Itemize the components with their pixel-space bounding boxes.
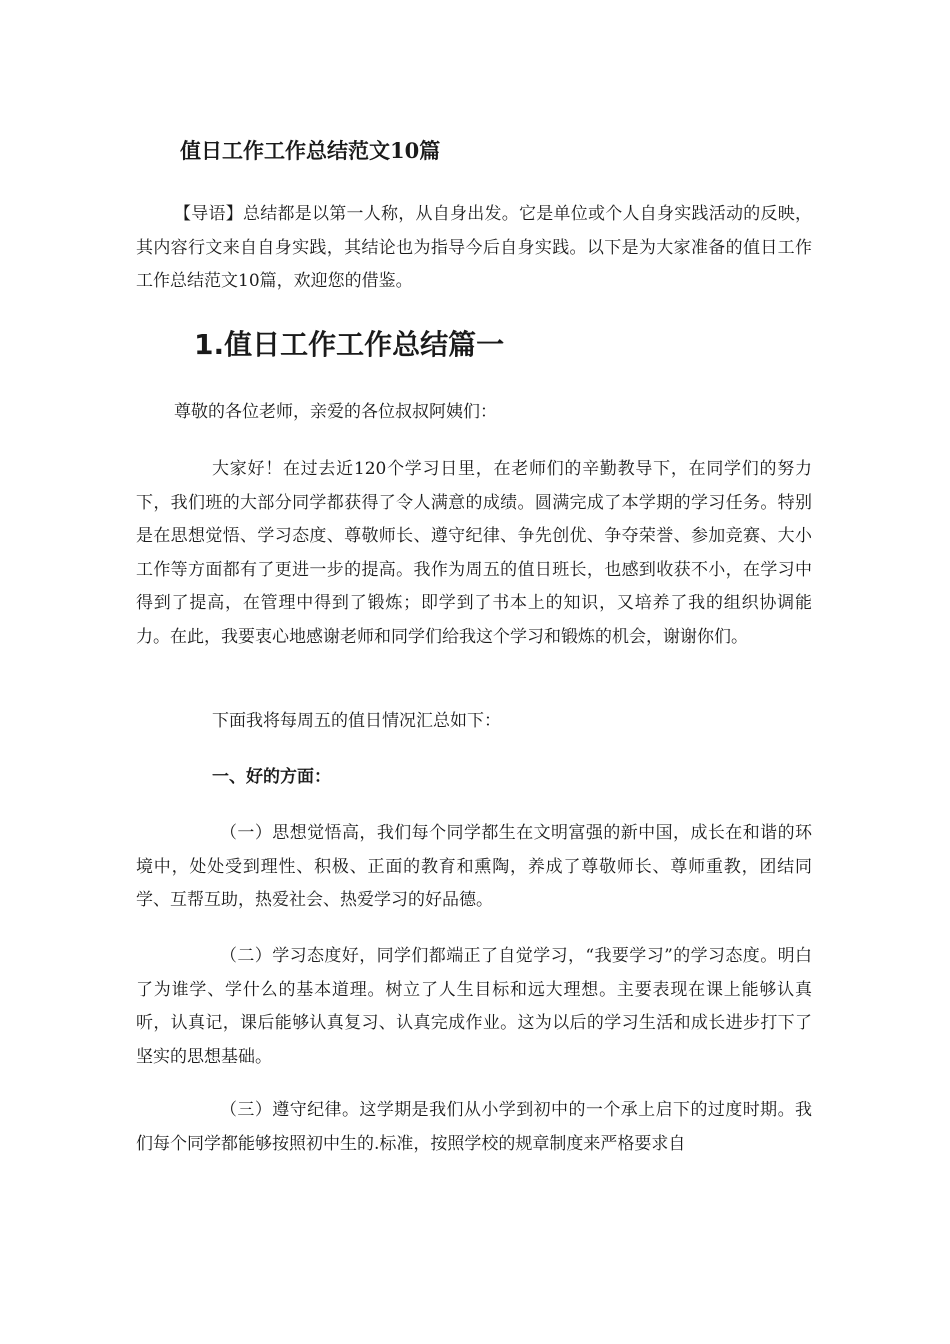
document-title: 值日工作工作总结范文10篇 [180, 138, 441, 163]
section-heading: 1.值日工作工作总结篇一 [194, 328, 505, 361]
body-paragraph-1: 大家好！在过去近120个学习日里，在老师们的辛勤教导下，在同学们的努力下，我们班的大部分同学都获得了令人满意的成绩。圆满完成了本学期的学习任务。特别是在思想觉悟、学习态度、尊敬师长、遵守纪律、争先创优、争夺荣誉、参加竞赛、大小工作等方面都有了更进一步的提高。我作为周五的值日班长，也感到收获不小，在学习中得到了提高，在管理中得到了锻炼；即学到了书本上的知识，又培养了我的组织协调能力。在此，我要衷心地感谢老师和同学们给我这个学习和锻炼的机会，谢谢你们。 [136, 459, 812, 647]
list-item-3: （三）遵守纪律。这学期是我们从小学到初中的一个承上启下的过度时期。我们每个同学都能够按照初中生的.标准，按照学校的规章制度来严格要求自 [136, 1100, 812, 1154]
list-item-2: （二）学习态度好，同学们都端正了自觉学习，“我要学习”的学习态度。明白了为谁学、学什么的基本道理。树立了人生目标和远大理想。主要表现在课上能够认真听，认真记，课后能够认真复习、认真完成作业。这为以后的学习生活和成长进步打下了坚实的思想基础。 [136, 946, 812, 1067]
list-item-1: （一）思想觉悟高，我们每个同学都生在文明富强的新中国，成长在和谐的环境中，处处受到理性、积极、正面的教育和熏陶，养成了尊敬师长、尊师重教，团结同学、互帮互助，热爱社会、热爱学习的好品德。 [136, 823, 812, 910]
body-paragraph-2: 下面我将每周五的值日情况汇总如下： [212, 711, 501, 731]
subheading-good-aspects: 一、好的方面： [212, 767, 331, 787]
salutation: 尊敬的各位老师，亲爱的各位叔叔阿姨们： [174, 402, 497, 422]
intro-paragraph: 【导语】总结都是以第一人称，从自身出发。它是单位或个人自身实践活动的反映，其内容行文来自自身实践，其结论也为指导今后自身实践。以下是为大家准备的值日工作工作总结范文10篇，欢迎您的借鉴。 [136, 204, 812, 291]
